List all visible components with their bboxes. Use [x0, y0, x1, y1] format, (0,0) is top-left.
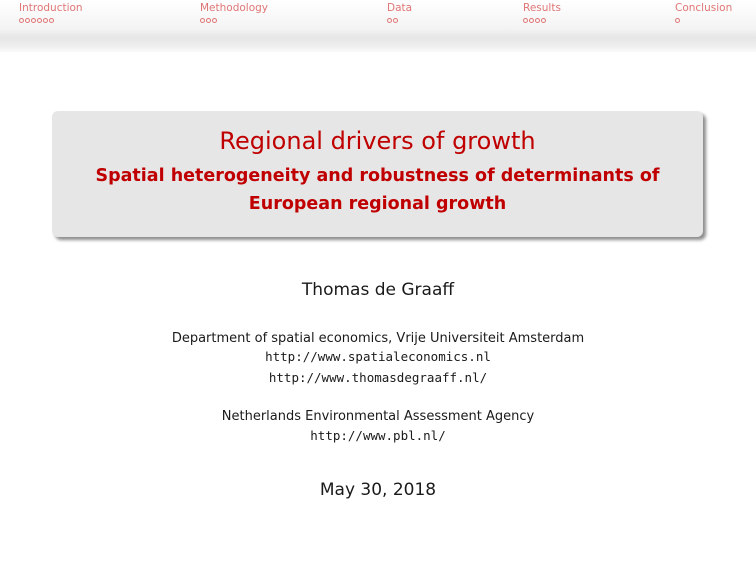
nav-dots-results [523, 18, 561, 23]
url-spatialeconomics[interactable]: http://www.spatialeconomics.nl [265, 349, 491, 364]
nav-dots-introduction [19, 18, 83, 23]
slide-dot[interactable] [212, 18, 217, 23]
slide-dot[interactable] [49, 18, 54, 23]
slide-dot[interactable] [675, 18, 680, 23]
nav-section-introduction[interactable] [19, 2, 83, 23]
nav-section-results[interactable] [523, 2, 561, 23]
slide-dot[interactable] [541, 18, 546, 23]
nav-label-methodology[interactable]: Methodology [200, 2, 269, 14]
nav-section-data[interactable] [387, 2, 412, 23]
slide-dot[interactable] [387, 18, 392, 23]
slide-dot[interactable] [43, 18, 48, 23]
slide-dot[interactable] [206, 18, 211, 23]
affiliation-university: Department of spatial economics, Vrije Universiteit Amsterdam [171, 331, 585, 346]
title-block [52, 111, 703, 237]
section-navigation-bar [0, 0, 756, 52]
affiliation-pbl: Netherlands Environmental Assessment Agency [221, 409, 535, 424]
nav-dots-methodology [200, 18, 268, 23]
slide-dot[interactable] [393, 18, 398, 23]
url-pbl[interactable]: http://www.pbl.nl/ [310, 428, 446, 443]
nav-dots-data [387, 18, 412, 23]
presentation-date: May 30, 2018 [319, 480, 437, 500]
nav-section-conclusion[interactable] [675, 2, 732, 23]
nav-section-methodology[interactable] [200, 2, 268, 23]
nav-label-results[interactable]: Results [523, 2, 561, 14]
nav-label-conclusion[interactable]: Conclusion [675, 2, 733, 14]
nav-label-introduction[interactable]: Introduction [19, 2, 83, 14]
slide-dot[interactable] [25, 18, 30, 23]
slide-dot[interactable] [529, 18, 534, 23]
slide-dot[interactable] [535, 18, 540, 23]
slide-dot[interactable] [31, 18, 36, 23]
slide-dot[interactable] [523, 18, 528, 23]
nav-label-data[interactable]: Data [387, 2, 413, 14]
slide-dot[interactable] [200, 18, 205, 23]
slide-dot[interactable] [19, 18, 24, 23]
presentation-subtitle: Spatial heterogeneity and robustness of determinants of European regional growth [95, 166, 660, 214]
author-name: Thomas de Graaff [301, 280, 455, 300]
presentation-title: Regional drivers of growth [219, 127, 536, 155]
url-thomasdegraaff[interactable]: http://www.thomasdegraaff.nl/ [268, 370, 488, 385]
slide-dot[interactable] [37, 18, 42, 23]
nav-dots-conclusion [675, 18, 732, 23]
